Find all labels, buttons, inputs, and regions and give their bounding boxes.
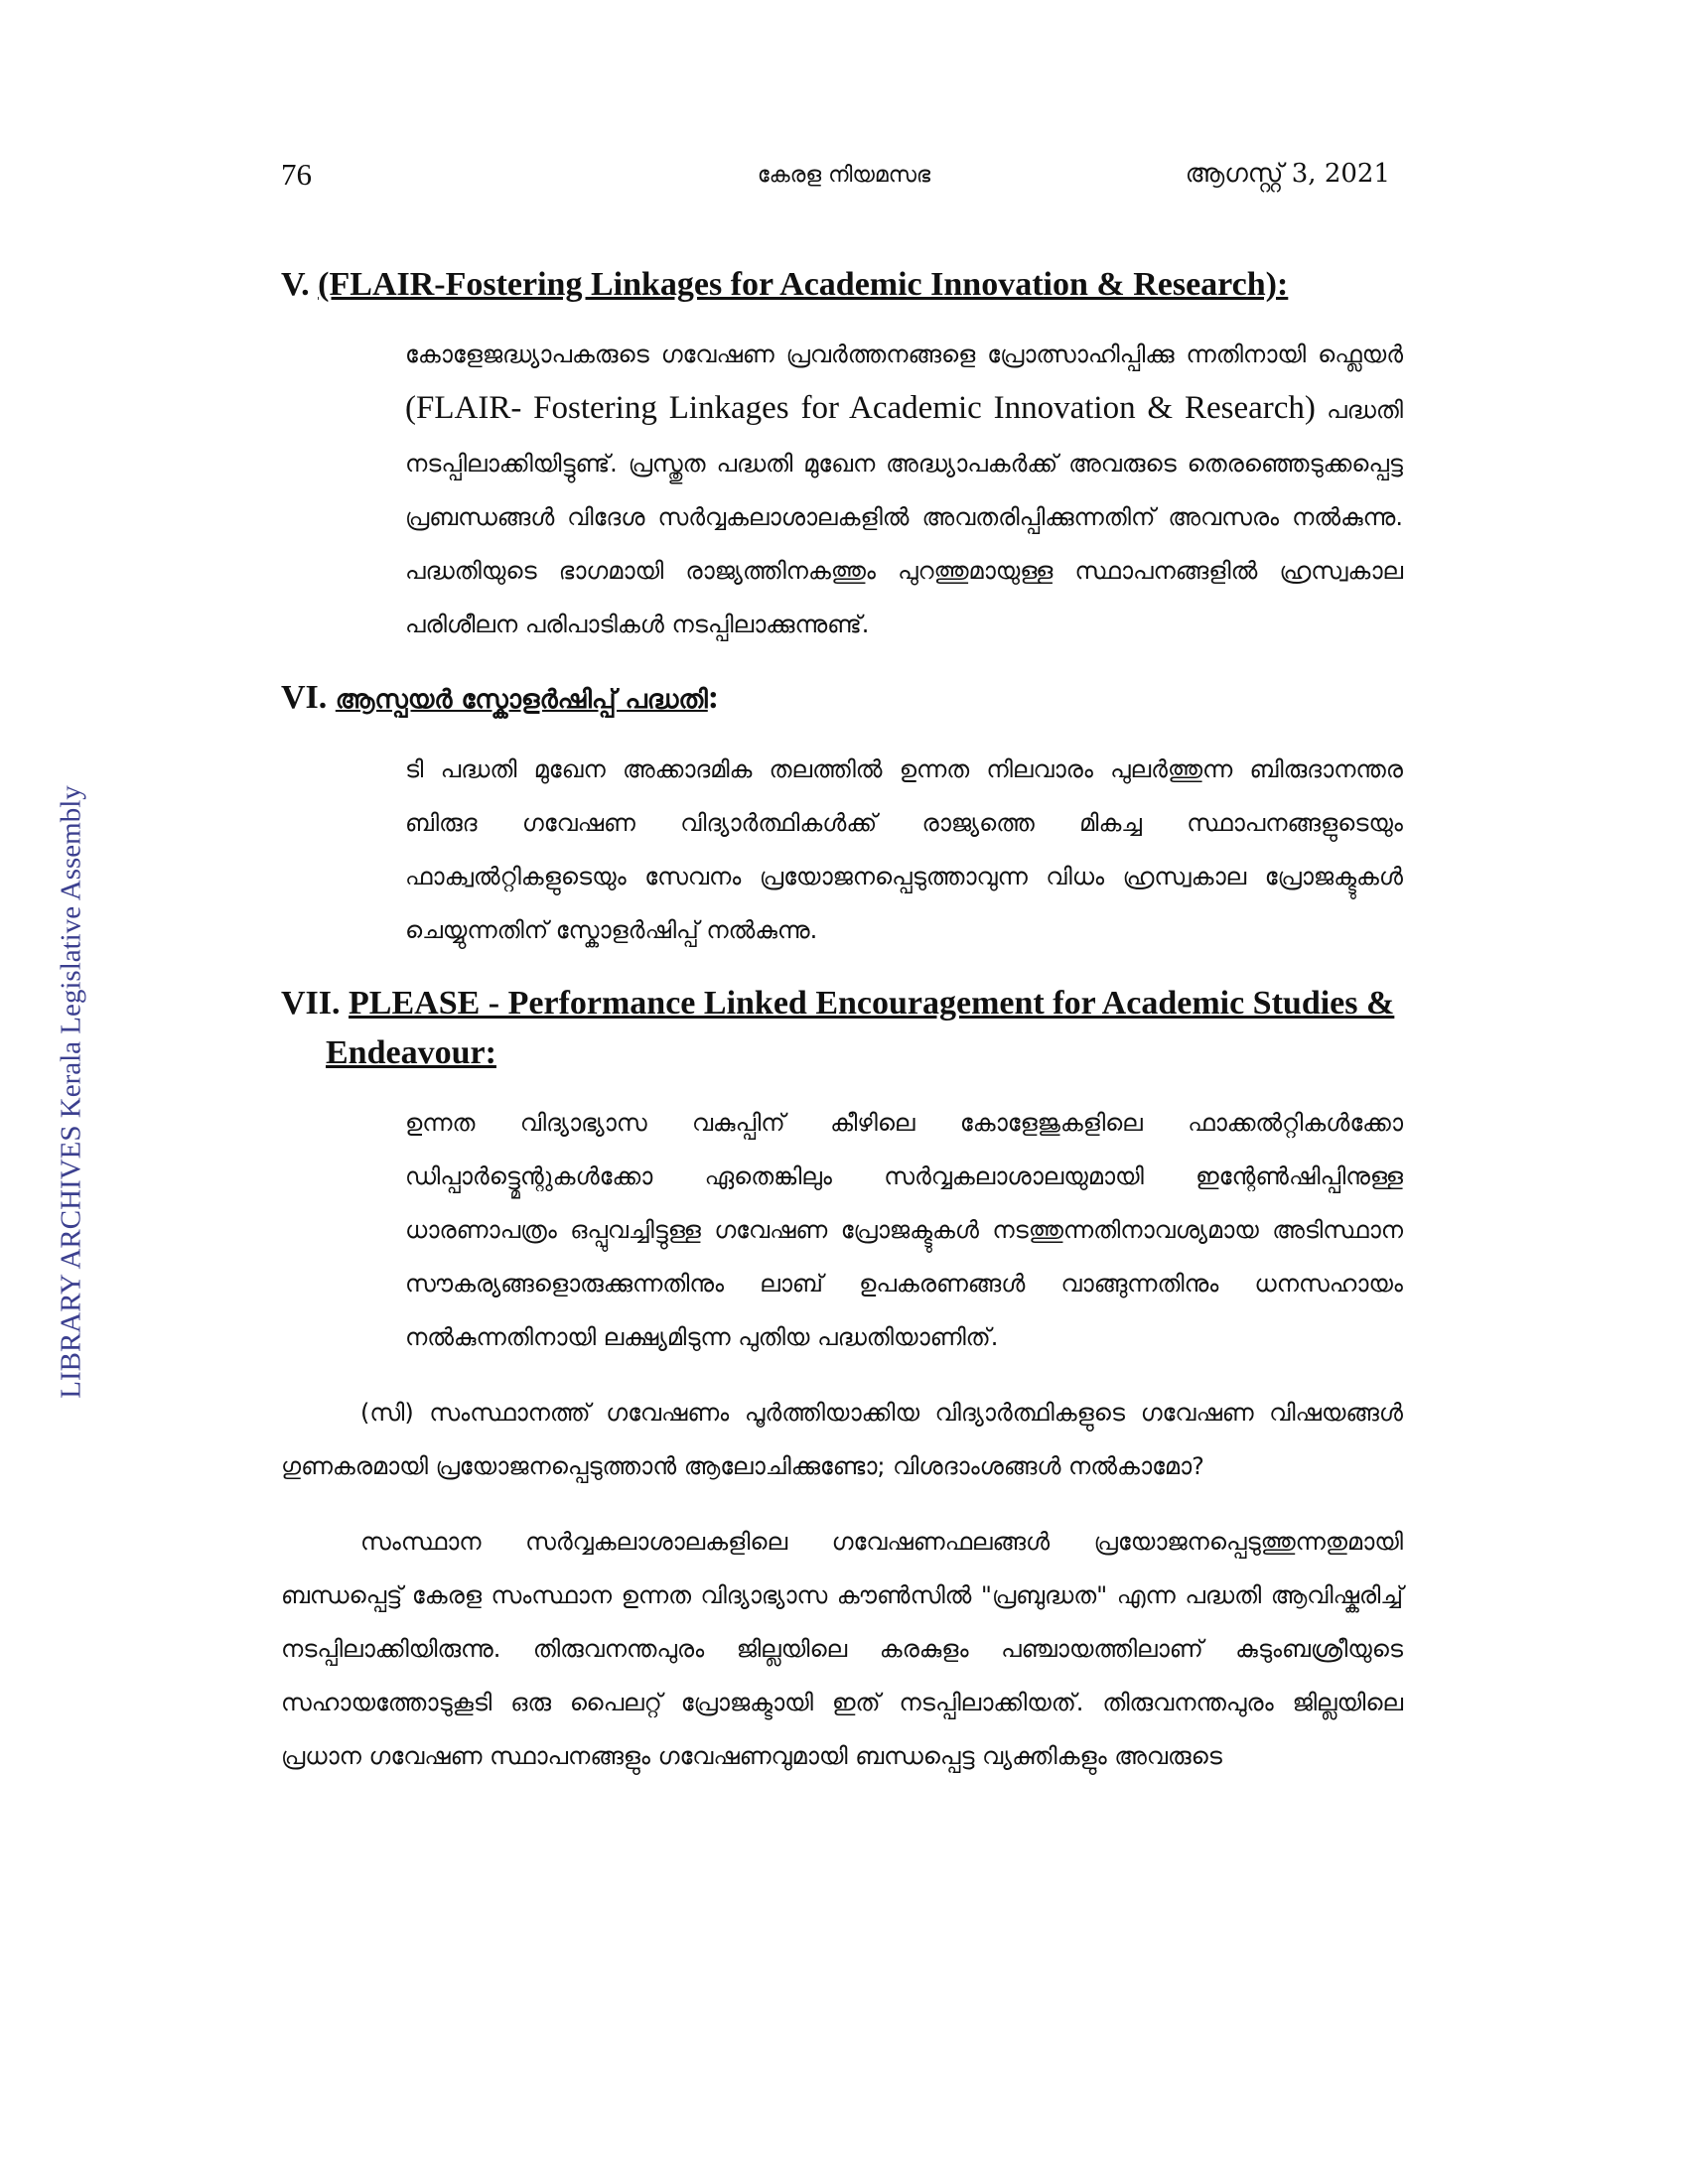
running-title: കേരള നിയമസഭ [757, 163, 931, 188]
section-vii-title: PLEASE - Performance Linked Encouragement for Academic Studies & Endeavour: [326, 985, 1395, 1071]
section-vi-heading [281, 673, 1403, 725]
section-vi-title: ആസ്പയർ സ്കോളർഷിപ്പ് പദ്ധതി [335, 685, 708, 715]
section-v-body [405, 328, 1403, 651]
question-c: (സി) സംസ്ഥാനത്ത് ഗവേഷണം പൂർത്തിയാക്കിയ വിദ്യാർത്ഥികളുടെ ഗവേഷണ വിഷയങ്ങൾ ഗുണകരമായി പ്രയോജനപ്പെടുത്താൻ ആലോചിക്കുണ്ടോ; വിശദാംശങ്ങൾ നൽകാമോ? [281, 1399, 1403, 1480]
section-v-body-english: (FLAIR- Fostering Linkages for Academic Innovation & Research) [405, 390, 1316, 426]
page-body [281, 260, 1403, 1783]
section-vii-body: ഉന്നത വിദ്യാഭ്യാസ വകുപ്പിന് കീഴിലെ കോളേജുകളിലെ ഫാക്കൽറ്റികൾക്കോ ഡിപ്പാർട്ട്മെന്റുകൾക്കോ ഏതെങ്കിലും സർവ്വകലാശാലയുമായി ഇന്റേൺഷിപ്പിനുള്ള ധാരണാപത്രം ഒപ്പുവച്ചിട്ടുള്ള ഗവേഷണ പ്രോജക്ടുകൾ നടത്തുന്നതിനാവശ്യമായ അടിസ്ഥാന സൗകര്യങ്ങളൊരുക്കുന്നതിനും ലാബ് ഉപകരണങ്ങൾ വാങ്ങുന്നതിനും ധനസഹായം നൽകുന്നതിനായി ലക്ഷ്യമിടുന്ന പുതിയ പദ്ധതിയാണിത്. [405, 1109, 1403, 1351]
section-vii-numeral: VII. [281, 985, 341, 1022]
section-vi-numeral: VI. [281, 679, 328, 716]
section-v-body-part-2: പദ്ധതി നടപ്പിലാക്കിയിട്ടുണ്ട്. പ്രസ്തുത പദ്ധതി മുഖേന അദ്ധ്യാപകർക്ക് അവരുടെ തെരഞ്ഞെടുക്കപ്പെട്ട പ്രബന്ധങ്ങൾ വിദേശ സർവ്വകലാശാലകളിൽ അവതരിപ്പിക്കുന്നതിന് അവസരം നൽകുന്നു. പദ്ധതിയുടെ ഭാഗമായി രാജ്യത്തിനകത്തും പുറത്തുമായുള്ള സ്ഥാപനങ്ങളിൽ ഹ്രസ്വകാല പരിശീലന പരിപാടികൾ നടപ്പിലാക്കുന്നുണ്ട്. [405, 396, 1403, 638]
section-vii-heading [281, 979, 1403, 1078]
page-number: 76 [281, 157, 312, 192]
section-v-heading [281, 260, 1403, 310]
section-vi-body: ടി പദ്ധതി മുഖേന അക്കാദമിക തലത്തിൽ ഉന്നത നിലവാരം പുലർത്തുന്ന ബിരുദാനന്തര ബിരുദ ഗവേഷണ വിദ്യാർത്ഥികൾക്ക് രാജ്യത്തെ മികച്ച സ്ഥാപനങ്ങളുടെയും ഫാക്വൽറ്റികളുടെയും സേവനം പ്രയോജനപ്പെടുത്താവുന്ന വിധം ഹ്രസ്വകാല പ്രോജക്ടുകൾ ചെയ്യുന്നതിന് സ്കോളർഷിപ്പ് നൽകുന്നു. [405, 755, 1403, 944]
page-header [0, 157, 1688, 206]
section-vi-colon: : [707, 679, 720, 716]
section-v-body-part-1: കോളേജദ്ധ്യാപകരുടെ ഗവേഷണ പ്രവർത്തനങ്ങളെ പ്രോത്സാഹിപ്പിക്കു ന്നതിനായി ഫ്ലെയർ [405, 341, 1403, 368]
library-archives-watermark: LIBRARY ARCHIVES Kerala Legislative Assembly [55, 785, 87, 1399]
section-v-numeral: V. [281, 266, 310, 303]
page-date: ആഗസ്റ്റ് 3, 2021 [1185, 159, 1390, 189]
answer-c: സംസ്ഥാന സർവ്വകലാശാലകളിലെ ഗവേഷണഫലങ്ങൾ പ്രയോജനപ്പെടുത്തുന്നതുമായി ബന്ധപ്പെട്ട് കേരള സംസ്ഥാന ഉന്നത വിദ്യാഭ്യാസ കൗൺസിൽ "പ്രബുദ്ധത" എന്ന പദ്ധതി ആവിഷ്കരിച്ച് നടപ്പിലാക്കിയിരുന്നു. തിരുവനന്തപുരം ജില്ലയിലെ കരകുളം പഞ്ചായത്തിലാണ് കുടുംബശ്രീയുടെ സഹായത്തോടുകൂടി ഒരു പൈലറ്റ് പ്രോജക്ടായി ഇത് നടപ്പിലാക്കിയത്. തിരുവനന്തപുരം ജില്ലയിലെ പ്രധാന ഗവേഷണ സ്ഥാപനങ്ങളും ഗവേഷണവുമായി ബന്ധപ്പെട്ട വ്യക്തികളും അവരുടെ [281, 1528, 1403, 1770]
section-v-title: (FLAIR-Fostering Linkages for Academic Innovation & Research): [318, 266, 1289, 303]
